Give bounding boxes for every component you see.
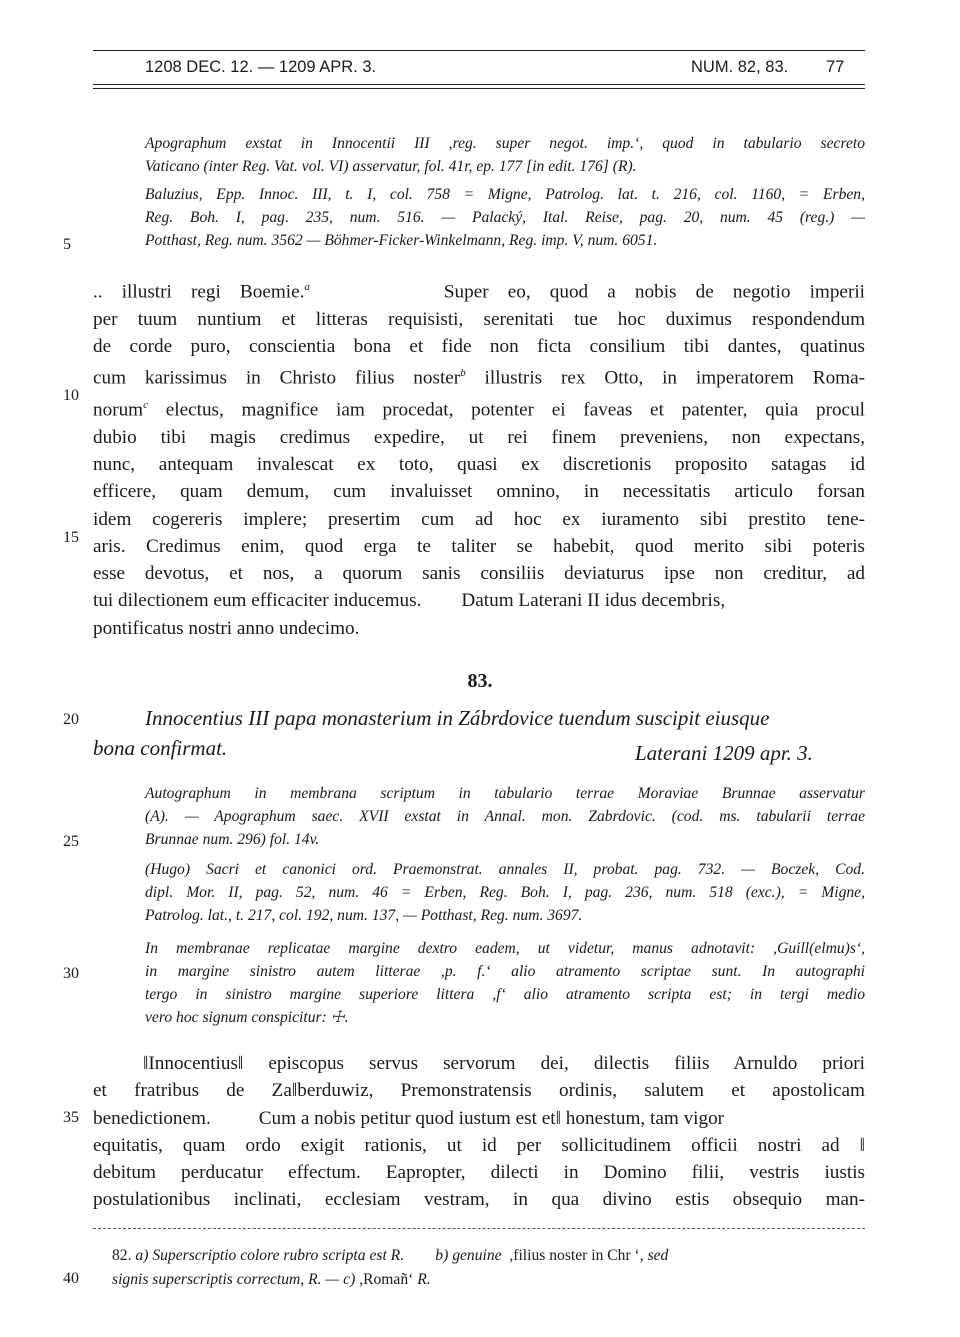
double-bar-mark: ‖ [291, 1080, 298, 1102]
source-line: (Hugo) Sacri et canonici ord. Praemonstrat. annales II, probat. pag. 732. — Boczek, Cod. [145, 861, 865, 878]
doc83-sources-archive [145, 782, 865, 851]
footnotes [112, 1244, 865, 1292]
doc82-sources-editions [145, 183, 865, 252]
double-bar-mark: ‖ [555, 1107, 561, 1129]
text-line: cum karissimus in Christo filius noster$^b$ illustris rex Otto, in imperatorem Roma- [93, 367, 865, 389]
doc82-sources-archive [145, 132, 865, 178]
doc83-date: Laterani 1209 apr. 3. [635, 741, 813, 765]
title-line: bona confirmat. Laterani 1209 apr. 3. [93, 733, 865, 763]
doc82-text [93, 274, 865, 642]
text-line: idem cogereris implere; presertim cum ad hoc ex iuramento sibi prestito tene- [93, 508, 865, 530]
doc83-title [93, 703, 865, 763]
text-line: aris. Credimus enim, quod erga te taliter se habebit, quod merito sibi poteris [93, 535, 865, 557]
text-line: nunc, antequam invalescat ex toto, quasi ex discretionis proposito satagas id [93, 453, 865, 475]
text-line: norum$^c$ electus, magnifice iam procedat, potenter ei faveas et patenter, quia procul [93, 398, 865, 421]
footnote-line: signis superscriptis correctum, R. — c) ,Romañ‘ R. [112, 1271, 431, 1288]
header-numbers: NUM. 82, 83. [691, 58, 789, 76]
text-line: .. illustri regi Boemie.$^a$ Super eo, quod a nobis de negotio imperii [93, 281, 865, 303]
double-bar-mark: ‖ [143, 1053, 149, 1074]
text-line: tui dilectionem eum efficaciter inducemus. Datum Laterani II idus decembris, [93, 590, 726, 612]
running-header [93, 54, 865, 82]
source-line: tergo in sinistro margine superiore littera ,f‘ alio atramento scripta est; in tergi medio [145, 986, 865, 1003]
source-line: vero hoc signum conspicitur: ☩. [145, 1009, 349, 1026]
doc83-notes [145, 937, 865, 1029]
line-number: 10 [63, 387, 79, 404]
source-line: In membranae replicatae margine dextro eadem, ut videtur, manus adnotavit: ,Guill(elmu)s‘, [145, 940, 865, 957]
line-number: 20 [63, 711, 79, 728]
line-number: 15 [63, 529, 79, 546]
line-number: 25 [63, 833, 79, 850]
source-line: Vaticano (inter Reg. Vat. vol. VI) asservatur, fol. 41r, ep. 177 [in edit. 176] (R). [145, 158, 637, 175]
text-line: dubio tibi magis credimus expedire, ut rei finem preveniens, non expectans, [93, 426, 865, 448]
source-line: Patrolog. lat., t. 217, col. 192, num. 137, — Potthast, Reg. num. 3697. [145, 907, 583, 924]
source-line: (A). — Apographum saec. XVII exstat in Annal. mon. Zabrdovic. (cod. ms. tabularii terrae [145, 808, 865, 825]
text-line: debitum perducatur effectum. Eapropter, dilecti in Domino filii, vestris iustis [93, 1162, 865, 1184]
text-line: ‖Innocentius‖ episcopus servus servorum dei, dilectis filiis Arnuldo priori [143, 1053, 866, 1074]
line-number: 40 [63, 1270, 79, 1287]
doc83-number: 83. [467, 670, 493, 692]
line-number: 5 [63, 236, 71, 253]
text-line: equitatis, quam ordo exigit rationis, ut id per sollicitudinem officii nostri ad ‖ [93, 1134, 866, 1156]
footnote-line: 82. a) Superscriptio colore rubro scripta est R. b) genuine ,filius noster in Chr ‘, sed [112, 1247, 669, 1264]
header-date-range: 1208 DEC. 12. — 1209 APR. 3. [145, 58, 377, 76]
text-line: postulationibus inclinati, ecclesiam vestram, in qua divino estis obsequio man- [93, 1189, 865, 1211]
line-number: 35 [63, 1109, 79, 1126]
header-page-number: 77 [826, 58, 845, 76]
text-line: de corde puro, conscientia bona et fide non ficta consilium tibi dantes, quatinus [93, 335, 865, 357]
doc83-text [93, 1050, 865, 1214]
source-line: Reg. Boh. I, pag. 235, num. 516. — Palacký, Ital. Reise, pag. 20, num. 45 (reg.) — [145, 209, 865, 226]
source-line: Autographum in membrana scriptum in tabulario terrae Moraviae Brunnae asservatur [145, 785, 865, 802]
source-line: Baluzius, Epp. Innoc. III, t. I, col. 758 = Migne, Patrolog. lat. t. 216, col. 1160, = Erben, [145, 186, 865, 203]
doc83-sources-editions [145, 858, 865, 927]
text-line: benedictionem. Cum a nobis petitur quod iustum est et‖ honestum, tam vigor [93, 1107, 725, 1129]
text-line: esse devotus, et nos, a quorum sanis consiliis deviaturus ipse non creditur, ad [93, 563, 865, 585]
text-line: efficere, quam demum, cum invaluisset omnino, in necessitatis articulo forsan [93, 481, 865, 503]
source-line: Brunnae num. 296) fol. 14v. [145, 831, 320, 848]
source-line: Apographum exstat in Innocentii III ,reg. super negot. imp.‘, quod in tabulario secreto [145, 135, 865, 152]
source-line: Potthast, Reg. num. 3562 — Böhmer-Ficker-Winkelmann, Reg. imp. V, num. 6051. [145, 232, 658, 249]
source-line: dipl. Mor. II, pag. 52, num. 46 = Erben, Reg. Boh. I, pag. 236, num. 518 (exc.), = Migne, [145, 884, 865, 901]
text-line: pontificatus nostri anno undecimo. [93, 617, 360, 639]
title-line: Innocentius III papa monasterium in Zábrdovice tuendum suscipit eiusque [145, 706, 770, 730]
double-bar-mark: ‖ [237, 1053, 244, 1074]
double-bar-mark: ‖ [859, 1134, 866, 1156]
footnote-divider [93, 1228, 865, 1229]
text-line: per tuum nuntium et litteras requisisti, serenitati tue hoc duximus respondendum [93, 308, 865, 330]
line-number: 30 [63, 965, 79, 982]
source-line: in margine sinistro autem litterae ,p. f.‘ alio atramento scriptae sunt. In autographi [145, 963, 865, 980]
text-line: et fratribus de Za‖berduwiz, Premonstratensis ordinis, salutem et apostolicam [93, 1080, 865, 1102]
